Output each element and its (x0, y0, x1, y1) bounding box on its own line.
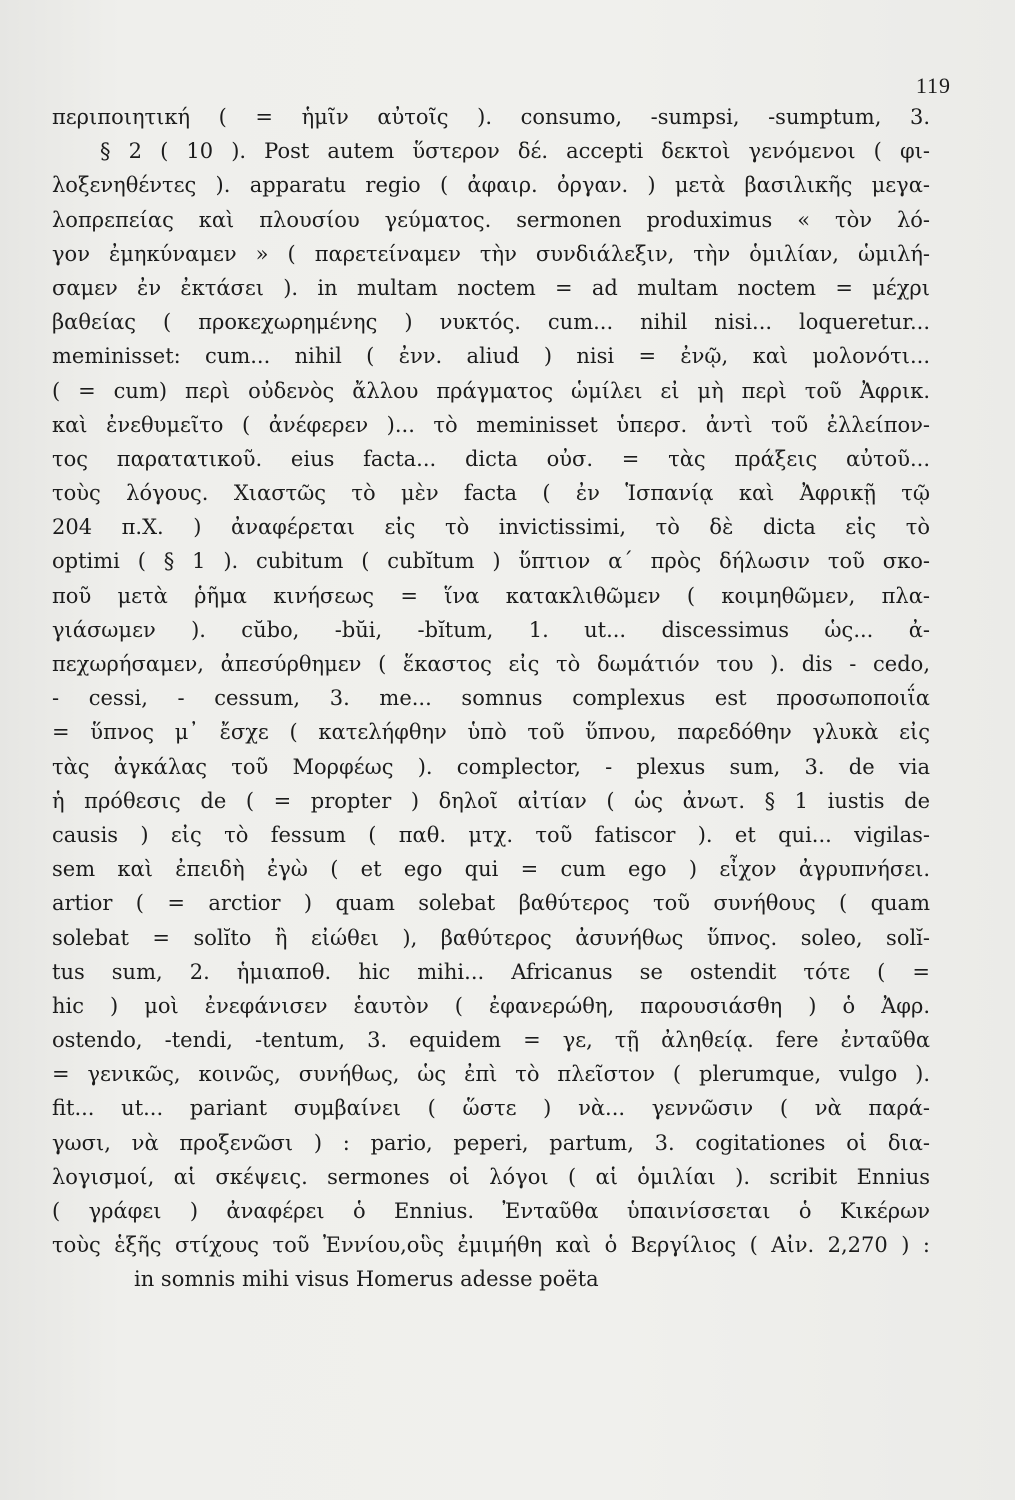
text-line: σαμεν ἐν ἐκτάσει ). in multam noctem = ad multam noctem = μέχρι (52, 275, 930, 300)
text-line: λογισμοί, αἱ σκέψεις. sermones οἱ λόγοι ( αἱ ὁμιλίαι ). scribit Ennius (52, 1164, 930, 1189)
text-line: ( γράφει ) ἀναφέρει ὁ Ennius. Ἐνταῦθα ὑπαινίσσεται ὁ Κικέρων (52, 1199, 930, 1223)
text-line: τος παρατατικοῦ. eius facta... dicta οὐσ. = τὰς πράξεις αὐτοῦ... (52, 446, 930, 471)
text-line: τὰς ἀγκάλας τοῦ Μορφέως ). complector, - plexus sum, 3. de via (52, 754, 930, 779)
text-line: 204 π.Χ. ) ἀναφέρεται εἰς τὸ invictissimi, τὸ δὲ dicta εἰς τὸ (52, 515, 930, 540)
text-line: πεχωρήσαμεν, ἀπεσύρθημεν ( ἕκαστος εἰς τὸ δωμάτιόν του ). dis - cedo, (52, 652, 930, 676)
text-line: = γενικῶς, κοινῶς, συνήθως, ὡς ἐπὶ τὸ πλεῖστον ( plerumque, vulgo ). (52, 1062, 930, 1087)
text-line: γωσι, νὰ προξενῶσι ) : pario, peperi, partum, 3. cogitationes οἱ δια- (52, 1130, 930, 1155)
text-line: ostendo, -tendi, -tentum, 3. equidem = γε, τῇ ἀληθείᾳ. fere ἐνταῦθα (52, 1028, 930, 1053)
text-line: solebat = solĭto ἢ εἰώθει ), βαθύτερος ἀσυνήθως ὕπνος. soleo, solĭ- (52, 925, 930, 950)
text-line: τοὺς ἑξῆς στίχους τοῦ Ἐννίου,οὓς ἐμιμήθη καὶ ὁ Βεργίλιος ( Αἰν. 2,270 ) : (52, 1233, 930, 1258)
text-line: περιποιητική ( = ἡμῖν αὐτοῖς ). consumo, -sumpsi, -sumptum, 3. (52, 105, 930, 129)
quoted-verse-line: in somnis mihi visus Homerus adesse poëta (134, 1267, 599, 1292)
text-line: καὶ ἐνεθυμεῖτο ( ἀνέφερεν )... τὸ meminisset ὑπερσ. ἀντὶ τοῦ ἐλλείπον- (52, 412, 930, 437)
text-line: λοπρεπείας καὶ πλουσίου γεύματος. sermonen produximus « τὸν λό- (52, 207, 930, 232)
text-line: causis ) εἰς τὸ fessum ( παθ. μτχ. τοῦ fatiscor ). et qui... vigilas- (52, 822, 930, 847)
text-line: ( = cum) περὶ οὐδενὸς ἄλλου πράγματος ὡμίλει εἰ μὴ περὶ τοῦ Ἀφρικ. (52, 378, 930, 403)
text-line: γον ἐμηκύναμεν » ( παρετείναμεν τὴν συνδιάλεξιν, τὴν ὁμιλίαν, ὡμιλή- (52, 241, 930, 266)
text-line: § 2 ( 10 ). Post autem ὕστερον δέ. accepti δεκτοὶ γενόμενοι ( φι- (100, 139, 930, 164)
text-line: meminisset: cum... nihil ( ἐνν. aliud ) nisi = ἐνῷ, καὶ μολονότι... (52, 344, 930, 369)
text-line: γιάσωμεν ). cŭbo, -bŭi, -bĭtum, 1. ut... discessimus ὡς... ἀ- (52, 617, 930, 642)
text-line: optimi ( § 1 ). cubitum ( cubĭtum ) ὕπτιον α΄ πρὸς δήλωσιν τοῦ σκο- (52, 549, 930, 574)
text-line: ἡ πρόθεσις de ( = propter ) δηλοῖ αἰτίαν ( ὡς ἀνωτ. § 1 iustis de (52, 788, 930, 813)
text-line: βαθείας ( προκεχωρημένης ) νυκτός. cum... nihil nisi... loqueretur... (52, 310, 930, 335)
text-line: λοξενηθέντες ). apparatu regio ( ἀφαιρ. ὀργαν. ) μετὰ βασιλικῆς μεγα- (52, 173, 930, 198)
page-number: 119 (915, 73, 951, 98)
text-line: artior ( = arctior ) quam solebat βαθύτερος τοῦ συνήθους ( quam (52, 891, 930, 916)
commentary-text (52, 100, 930, 1297)
text-line: sem καὶ ἐπειδὴ ἐγὼ ( et ego qui = cum ego ) εἶχον ἀγρυπνήσει. (52, 857, 930, 882)
text-line: fit... ut... pariant συμβαίνει ( ὥστε ) νὰ... γεννῶσιν ( νὰ παρά- (52, 1096, 930, 1121)
text-line: hic ) μοὶ ἐνεφάνισεν ἑαυτὸν ( ἐφανερώθη, παρουσιάσθη ) ὁ Ἀφρ. (52, 993, 930, 1018)
text-line: τοὺς λόγους. Χιαστῶς τὸ μὲν facta ( ἐν Ἱσπανίᾳ καὶ Ἀφρικῇ τῷ (52, 481, 930, 506)
text-line: = ὕπνος μ᾿ ἔσχε ( κατελήφθην ὑπὸ τοῦ ὕπνου, παρεδόθην γλυκὰ εἰς (52, 720, 930, 745)
text-line: ποῦ μετὰ ῥῆμα κινήσεως = ἵνα κατακλιθῶμεν ( κοιμηθῶμεν, πλα- (52, 583, 930, 608)
text-line: tus sum, 2. ἡμιαποθ. hic mihi... Africanus se ostendit τότε ( = (52, 959, 930, 984)
text-line: - cessi, - cessum, 3. me... somnus complexus est προσωποποιΐα (52, 686, 930, 711)
